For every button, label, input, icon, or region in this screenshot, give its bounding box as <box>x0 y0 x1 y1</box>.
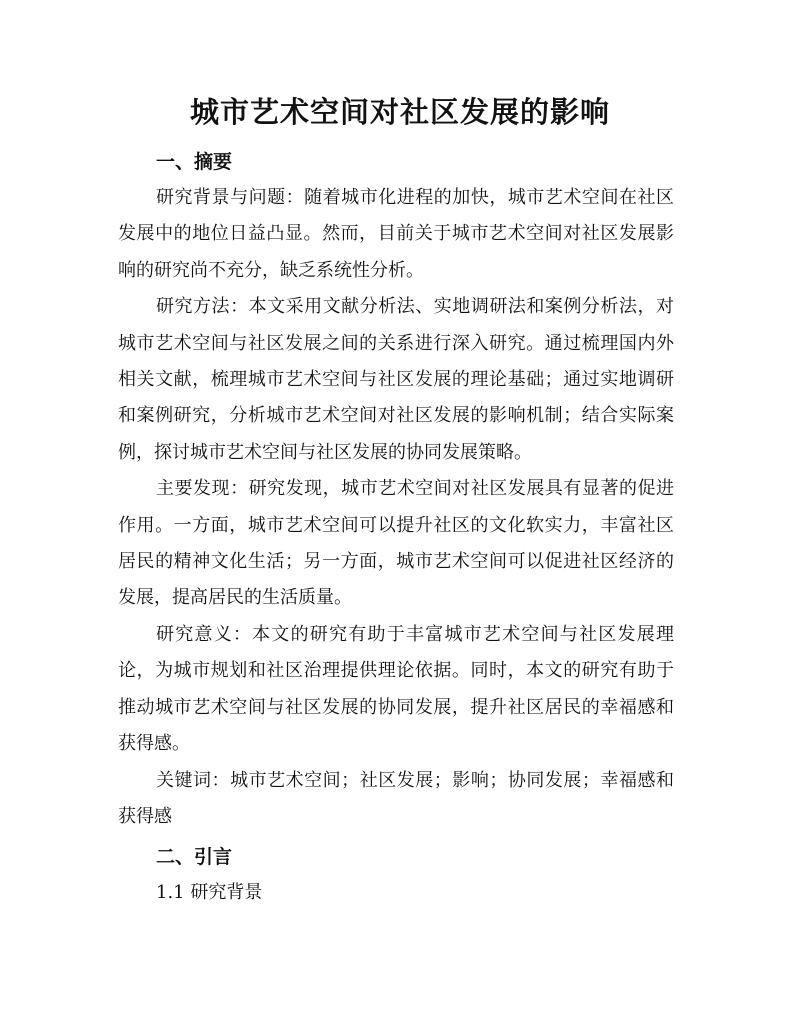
paragraph-findings: 主要发现：研究发现，城市艺术空间对社区发展具有显著的促进作用。一方面，城市艺术空间可以提升社区的文化软实力，丰富社区居民的精神文化生活；另一方面，城市艺术空间可以促进社区经济的发展，提高居民的生活质量。 <box>118 478 674 609</box>
paragraph-keywords: 关键词：城市艺术空间；社区发展；影响；协同发展；幸福感和获得感 <box>118 769 674 827</box>
subsection-heading-1-1: 1.1 研究背景 <box>156 882 263 904</box>
abstract-heading: 一、摘要 <box>156 151 233 173</box>
paragraph-methods: 研究方法：本文采用文献分析法、实地调研法和案例分析法，对城市艺术空间与社区发展之间的关系进行深入研究。通过梳理国内外相关文献，梳理城市艺术空间与社区发展的理论基础；通过实地调研和案例研究，分析城市艺术空间对社区发展的影响机制；结合实际案例，探讨城市艺术空间与社区发展的协同发展策略。 <box>118 296 674 463</box>
document-body <box>118 144 674 911</box>
paragraph-background: 研究背景与问题：随着城市化进程的加快，城市艺术空间在社区发展中的地位日益凸显。然而，目前关于城市艺术空间对社区发展影响的研究尚不充分，缺乏系统性分析。 <box>118 187 674 281</box>
paragraph-significance: 研究意义：本文的研究有助于丰富城市艺术空间与社区发展理论，为城市规划和社区治理提供理论依据。同时，本文的研究有助于推动城市艺术空间与社区发展的协同发展，提升社区居民的幸福感和获得感。 <box>118 623 674 755</box>
page-title: 城市艺术空间对社区发展的影响 <box>189 95 610 129</box>
intro-heading: 二、引言 <box>156 846 233 869</box>
